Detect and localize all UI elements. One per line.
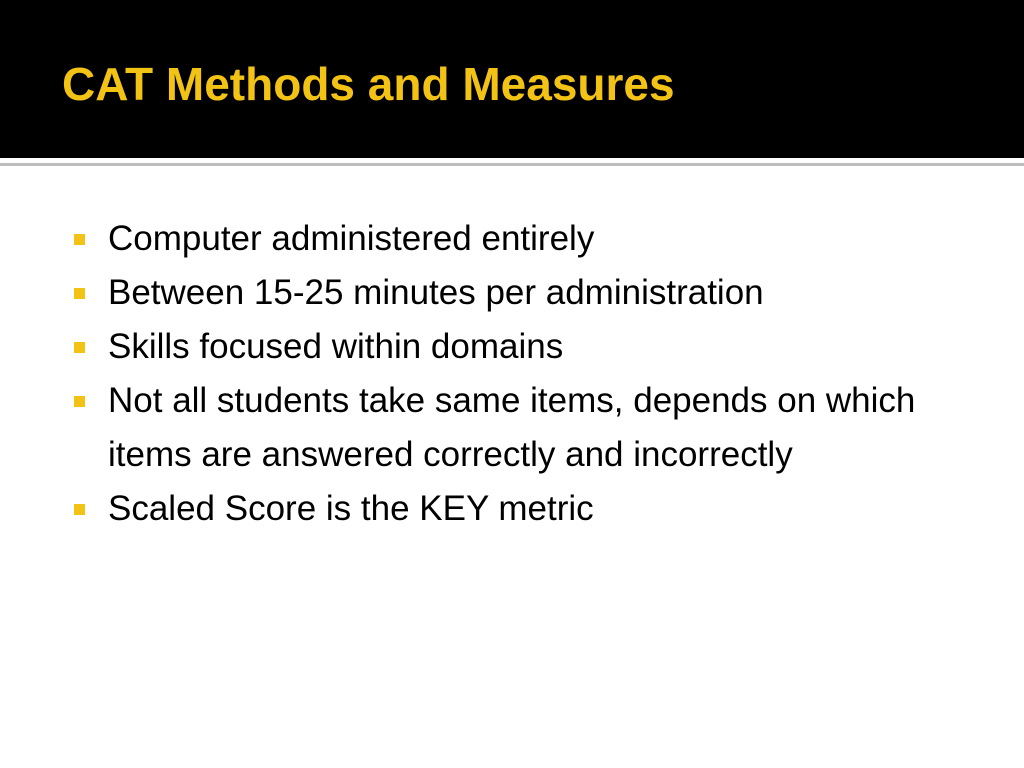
bullet-text: Skills focused within domains: [108, 327, 564, 366]
bullet-item: [72, 266, 972, 320]
bullet-item: [72, 374, 972, 482]
square-bullet-icon: [74, 504, 85, 515]
bullet-text: Between 15-25 minutes per administration: [108, 273, 764, 312]
square-bullet-icon: [74, 234, 85, 245]
bullet-item: [72, 320, 972, 374]
bullet-item: [72, 212, 972, 266]
slide-title: CAT Methods and Measures: [62, 58, 675, 110]
bullet-text: Scaled Score is the KEY metric: [108, 489, 594, 528]
bullet-list: [72, 212, 972, 536]
square-bullet-icon: [74, 396, 85, 407]
bullet-text: Not all students take same items, depends on which items are answered correctly and incorrectly: [108, 381, 916, 474]
bullet-item: [72, 482, 972, 536]
square-bullet-icon: [74, 342, 85, 353]
square-bullet-icon: [74, 288, 85, 299]
title-divider-shadow: [0, 163, 1024, 166]
bullet-text: Computer administered entirely: [108, 219, 595, 258]
